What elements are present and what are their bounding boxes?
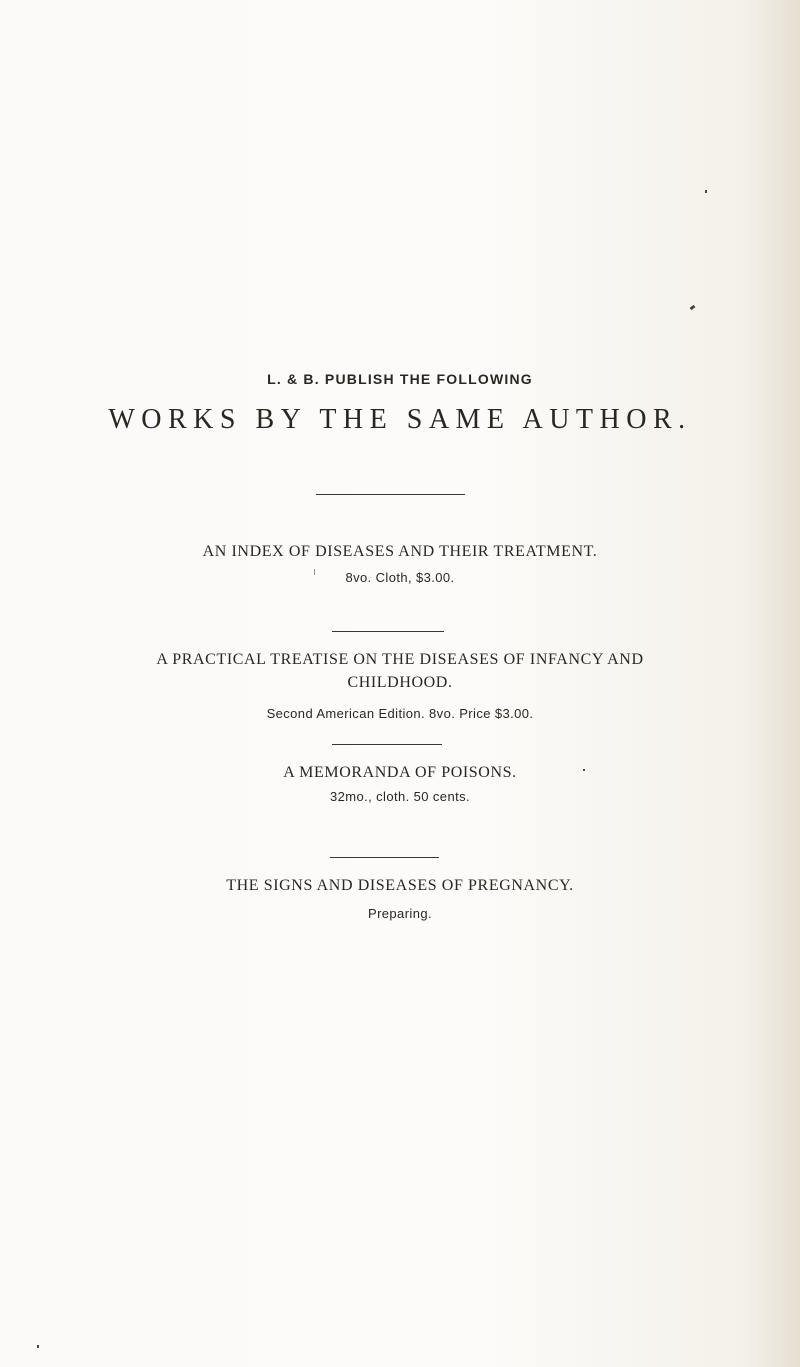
scan-speck: [314, 569, 315, 575]
work-title-index-of-diseases: AN INDEX OF DISEASES AND THEIR TREATMENT.: [202, 543, 598, 560]
work-detail-index-of-diseases: 8vo. Cloth, $3.00.: [345, 570, 455, 585]
work-title-memoranda-of-poisons: A MEMORANDA OF POISONS.: [283, 764, 517, 781]
work-detail-signs-of-pregnancy: Preparing.: [368, 906, 432, 921]
divider-rule: [330, 857, 439, 858]
work-title-signs-of-pregnancy: THE SIGNS AND DISEASES OF PREGNANCY.: [226, 877, 574, 894]
scan-speck: [690, 305, 696, 310]
work-detail-practical-treatise: Second American Edition. 8vo. Price $3.00.: [266, 706, 534, 721]
divider-rule: [332, 631, 444, 632]
divider-rule: [332, 744, 442, 745]
work-detail-memoranda-of-poisons: 32mo., cloth. 50 cents.: [330, 789, 470, 804]
publisher-line: L. & B. PUBLISH THE FOLLOWING: [267, 371, 533, 387]
scan-speck: [37, 1345, 39, 1348]
scan-speck: [705, 190, 707, 193]
page-heading: WORKS BY THE SAME AUTHOR.: [108, 404, 692, 435]
work-title-practical-treatise-line2: CHILDHOOD.: [347, 674, 453, 691]
divider-rule: [316, 494, 465, 495]
scan-speck: [583, 769, 585, 771]
work-title-practical-treatise-line1: A PRACTICAL TREATISE ON THE DISEASES OF INFANCY AND: [156, 651, 644, 668]
